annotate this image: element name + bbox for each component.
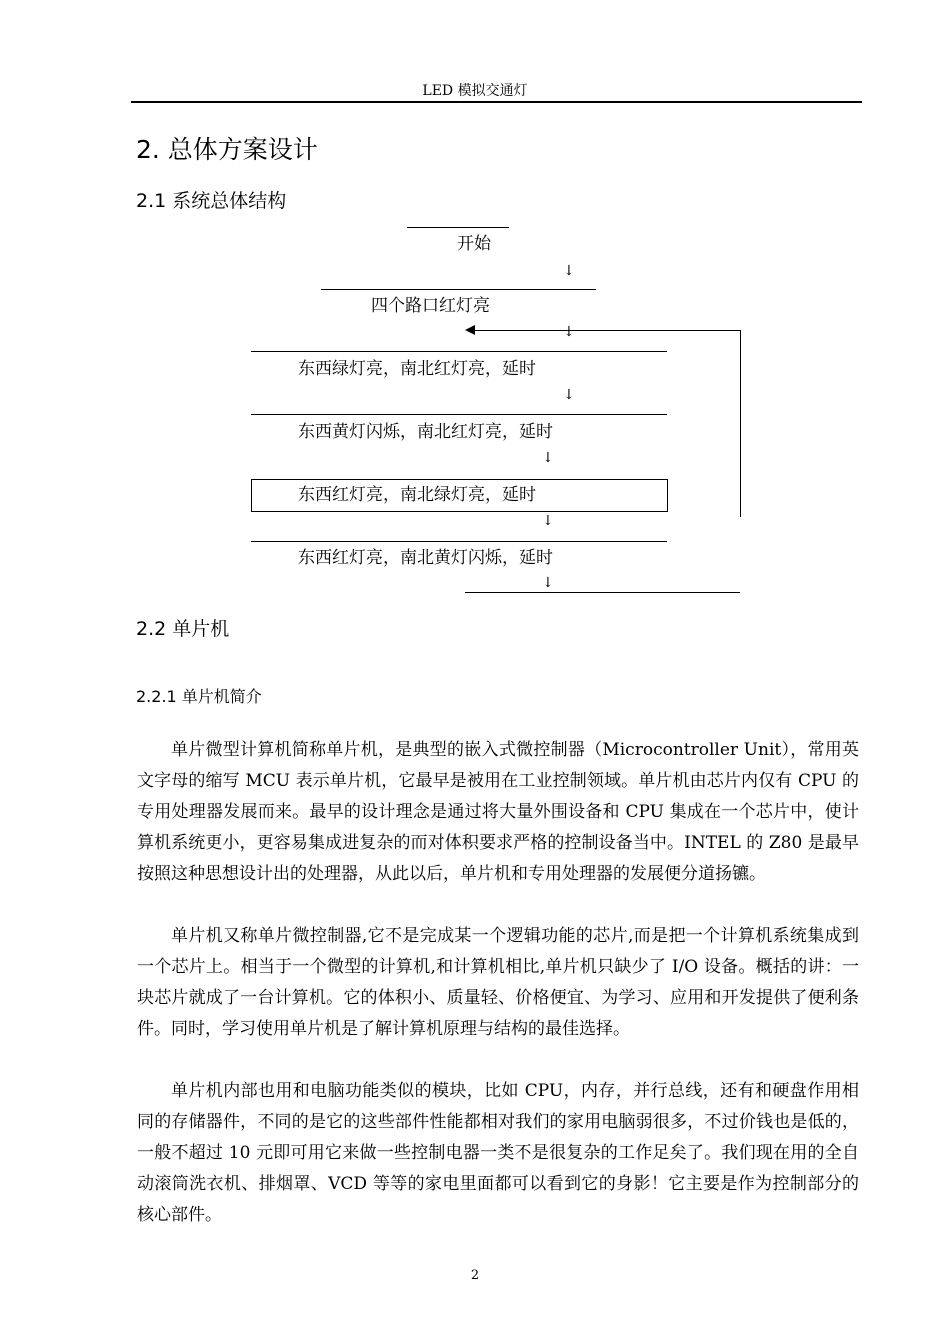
- flowchart-step-start: 开始: [457, 234, 491, 254]
- flowchart-step-ew-green: 东西绿灯亮，南北红灯亮，延时: [298, 359, 536, 379]
- arrow-down-icon: ↓: [542, 575, 554, 591]
- subsection-title-2-2: 2.2 单片机: [136, 618, 230, 640]
- subsection-title-2-2-1: 2.2.1 单片机简介: [136, 687, 262, 706]
- loop-bottom-line: [465, 592, 740, 593]
- section-title: 2. 总体方案设计: [136, 135, 318, 164]
- flowchart-step-ns-green: 东西红灯亮，南北绿灯亮，延时: [298, 485, 536, 505]
- arrow-down-icon: ↓: [563, 263, 575, 279]
- arrow-down-icon: ↓: [542, 513, 554, 529]
- flowchart-line: [251, 351, 667, 352]
- header-rule: [131, 101, 862, 103]
- page-number: 2: [470, 1268, 480, 1283]
- flowchart-step-all-red: 四个路口红灯亮: [371, 296, 490, 316]
- loop-right-line: [740, 330, 741, 517]
- paragraph: 单片机又称单片微控制器,它不是完成某一个逻辑功能的芯片,而是把一个计算机系统集成到一个芯片上。相当于一个微型的计算机,和计算机相比,单片机只缺少了 I/O 设备。概括的讲：一块芯片就成了一台计算机。它的体积小、质量轻、价格便宜、为学习、应用和开发提供了便利条件。同时，学习使用单片机是了解计算机原理与结构的最佳选择。: [137, 926, 859, 1039]
- arrow-down-icon: ↓: [563, 324, 575, 340]
- arrow-left-icon: [465, 325, 475, 335]
- loop-top-line: [474, 330, 740, 331]
- flowchart-step-ew-yellow: 东西黄灯闪烁，南北红灯亮，延时: [298, 422, 553, 442]
- flowchart-step-ns-yellow: 东西红灯亮，南北黄灯闪烁，延时: [298, 548, 553, 568]
- paragraph: 单片机内部也用和电脑功能类似的模块，比如 CPU，内存，并行总线，还有和硬盘作用相同的存储器件，不同的是它的这些部件性能都相对我们的家用电脑弱很多，不过价钱也是低的，一般不超过 10 元即可用它来做一些控制电器一类不是很复杂的工作足矣了。我们现在用的全自动滚筒洗衣机、排烟罩、VCD 等等的家电里面都可以看到它的身影！它主要是作为控制部分的核心部件。: [137, 1081, 859, 1225]
- flowchart: [0, 215, 950, 600]
- flowchart-line: [321, 289, 596, 290]
- paragraph: 单片微型计算机简称单片机，是典型的嵌入式微控制器（Microcontroller Unit），常用英文字母的缩写 MCU 表示单片机，它最早是被用在工业控制领域。单片机由芯片内仅有 CPU 的专用处理器发展而来。最早的设计理念是通过将大量外围设备和 CPU 集成在一个芯片中，使计算机系统更小，更容易集成进复杂的而对体积要求严格的控制设备当中。INTEL 的 Z80 是最早按照这种思想设计出的处理器，从此以后，单片机和专用处理器的发展便分道扬镳。: [137, 740, 859, 884]
- flowchart-line: [251, 541, 667, 542]
- subsection-title-2-1: 2.1 系统总体结构: [136, 190, 287, 212]
- arrow-down-icon: ↓: [563, 387, 575, 403]
- arrow-down-icon: ↓: [542, 450, 554, 466]
- running-header: LED 模拟交通灯: [422, 83, 528, 99]
- flowchart-line: [251, 414, 667, 415]
- flowchart-line: [407, 227, 509, 228]
